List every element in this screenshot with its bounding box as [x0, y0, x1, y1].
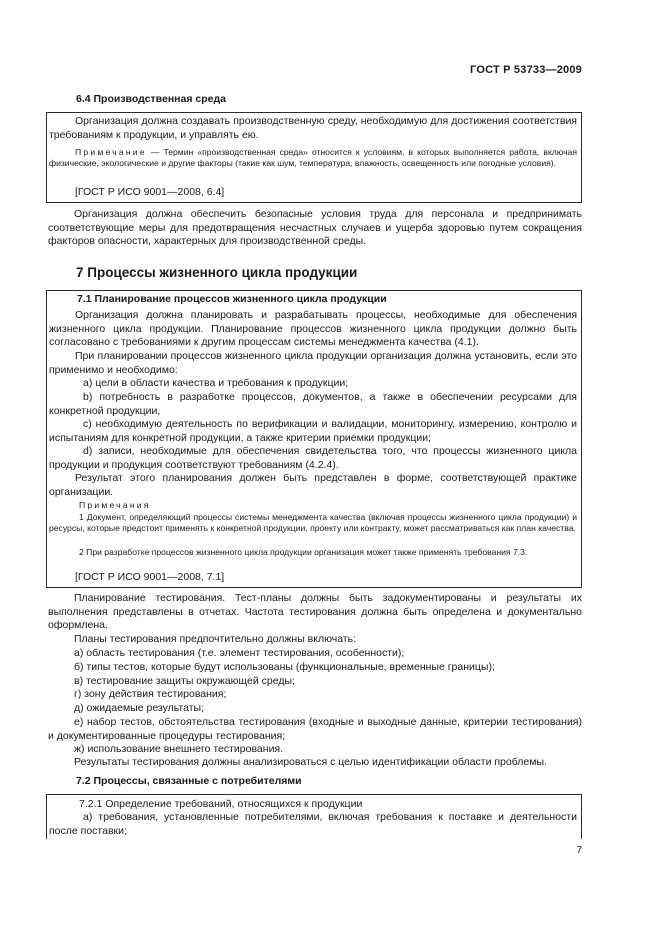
- section-7-title: 7 Процессы жизненного цикла продукции: [76, 265, 358, 280]
- testing-item-g: г) зону действия тестирования;: [74, 688, 227, 700]
- testing-p1: Планирование тестирования. Тест-планы должны быть задокументированы и результаты их выполнения представлены в отчетах. Частота тестирования должна быть определена и документально оформлена.: [48, 592, 582, 632]
- list-item-b: b) потребность в разработке процессов, документов, а также в обеспечении ресурсами для конкретной продукции,: [49, 391, 577, 417]
- notes-label: Примечания: [79, 500, 151, 510]
- document-header: ГОСТ Р 53733—2009: [470, 64, 582, 76]
- testing-item-b: б) типы тестов, которые будут использованы (функциональные, временные границы);: [74, 661, 495, 673]
- section-7-1-p2: При планировании процессов жизненного цикла продукции организация должна установить, если это применимо и необходимо:: [49, 350, 577, 376]
- note-text: — Термин «производственная среда» относится к условиям, в которых выполняется работа, включая физические, экологические и другие факторы (такие как шум, температура, влажность, освещенность или погодные условия).: [49, 147, 577, 169]
- list-item-c: c) необходимую деятельность по верификации и валидации, мониторингу, измерению, контролю и испытаниям для конкретной продукции, а также критерии приемки продукции;: [49, 418, 577, 444]
- section-6-4-box: [46, 112, 582, 203]
- list-item-a: a) цели в области качества и требования к продукции;: [83, 377, 349, 389]
- section-7-1-p3: Результат этого планирования должен быть представлен в форме, соответствующей практике организации.: [49, 472, 577, 498]
- note-2: 2 При разработке процессов жизненного цикла продукции организация может также применять требования 7.3.: [79, 547, 528, 557]
- testing-item-e: е) набор тестов, обстоятельства тестирования (входные и выходные данные, критерии тестирования) и документированные процедуры тестирования;: [48, 716, 582, 742]
- section-6-4-box-text: Организация должна создавать производственную среду, необходимую для достижения соответствия требованиям к продукции, и управлять ею.: [49, 115, 577, 141]
- testing-item-zh: ж) использование внешнего тестирования.: [74, 743, 284, 755]
- page-number: 7: [576, 845, 582, 856]
- section-7-1-p1: Организация должна планировать и разрабатывать процессы, необходимые для обеспечения жизненного цикла продукции. Планирование процессов жизненного цикла продукции должно быть согласовано с требованиями к другим процессам системы менеджмента качества (4.1).: [49, 309, 577, 349]
- section-7-1-title: 7.1 Планирование процессов жизненного цикла продукции: [77, 293, 387, 305]
- note-1: 1 Документ, определяющий процессы системы менеджмента качества (включая процессы жизненного цикла продукции) и ресурсы, которые предстоит применять к конкретной продукции, проекту или контракту, может рассматриваться как план качества.: [49, 512, 577, 534]
- section-7-2-title: 7.2 Процессы, связанные с потребителями: [76, 775, 302, 787]
- section-7-2-1-item-a: а) требования, установленные потребителями, включая требования к поставке и деятельности после поставки;: [49, 811, 577, 837]
- section-6-4-reference: [ГОСТ Р ИСО 9001—2008, 6.4]: [75, 186, 225, 198]
- testing-item-a: а) область тестирования (т.е. элемент тестирования, особенности);: [74, 647, 405, 659]
- note-label: Примечание: [75, 147, 147, 157]
- section-7-2-box: [46, 794, 582, 839]
- testing-p2: Планы тестирования предпочтительно должны включать:: [74, 633, 356, 645]
- section-6-4-after-text: Организация должна обеспечить безопасные условия труда для персонала и предпринимать соответствующие меры для предотвращения несчастных случаев и ущерба здоровью путем сокращения факторов опасности, характерных для производственной среды.: [48, 208, 582, 248]
- section-7-2-1-title: 7.2.1 Определение требований, относящихся к продукции: [79, 798, 363, 810]
- section-7-1-reference: [ГОСТ Р ИСО 9001—2008, 7.1]: [75, 571, 225, 583]
- section-7-1-box: [46, 290, 582, 588]
- testing-p3: Результаты тестирования должны анализироваться с целью идентификации области проблемы.: [74, 756, 547, 768]
- testing-item-v: в) тестирование защиты окружающей среды;: [74, 675, 295, 687]
- testing-item-d: д) ожидаемые результаты;: [74, 702, 204, 714]
- section-6-4-title: 6.4 Производственная среда: [76, 93, 226, 105]
- section-6-4-note: [49, 147, 577, 170]
- list-item-d: d) записи, необходимые для обеспечения свидетельства того, что процессы жизненного цикла продукции и продукция соответствуют требованиям (4.2.4).: [49, 445, 577, 471]
